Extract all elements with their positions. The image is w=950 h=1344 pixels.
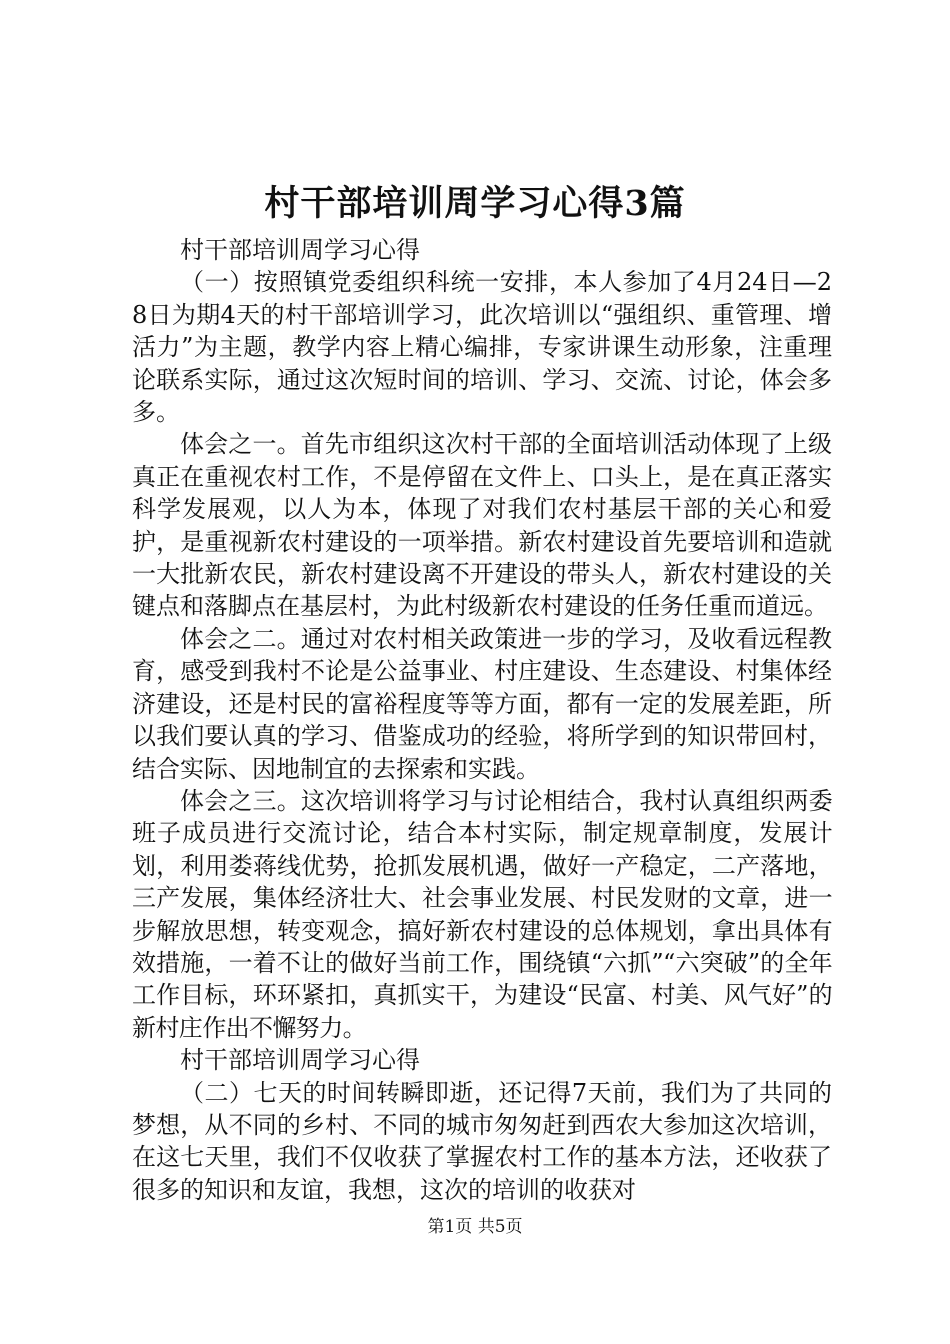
- page-footer: 第1页 共5页: [427, 1217, 523, 1237]
- document-body: [132, 234, 832, 1206]
- paragraph: 体会之三。这次培训将学习与讨论相结合，我村认真组织两委班子成员进行交流讨论，结合本村实际，制定规章制度，发展计划，利用娄蒋线优势，抢抓发展机遇，做好一产稳定，二产落地，三产发展，集体经济壮大、社会事业发展、村民发财的文章，进一步解放思想，转变观念，搞好新农村建设的总体规划，拿出具体有效措施，一着不让的做好当前工作，围绕镇“六抓”“六突破”的全年工作目标，环环紧扣，真抓实干，为建设“民富、村美、风气好”的新村庄作出不懈努力。: [132, 786, 832, 1042]
- paragraph: （一）按照镇党委组织科统一安排，本人参加了4月24日—28日为期4天的村干部培训学习，此次培训以“强组织、重管理、增活力”为主题，教学内容上精心编排，专家讲课生动形象，注重理论联系实际，通过这次短时间的培训、学习、交流、讨论，体会多多。: [132, 268, 832, 427]
- paragraph: 体会之一。首先市组织这次村干部的全面培训活动体现了上级真正在重视农村工作，不是停留在文件上、口头上，是在真正落实科学发展观，以人为本，体现了对我们农村基层干部的关心和爱护，是重视新农村建设的一项举措。新农村建设首先要培训和造就一大批新农民，新农村建设离不开建设的带头人，新农村建设的关键点和落脚点在基层村，为此村级新农村建设的任务任重而道远。: [132, 430, 832, 621]
- section-heading: 村干部培训周学习心得: [180, 236, 420, 264]
- section-heading: 村干部培训周学习心得: [180, 1046, 420, 1075]
- paragraph: 体会之二。通过对农村相关政策进一步的学习，及收看远程教育，感受到我村不论是公益事业、村庄建设、生态建设、村集体经济建设，还是村民的富裕程度等等方面，都有一定的发展差距，所以我们要认真的学习、借鉴成功的经验，将所学到的知识带回村，结合实际、因地制宜的去探索和实践。: [132, 624, 832, 783]
- paragraph: （二）七天的时间转瞬即逝，还记得7天前，我们为了共同的梦想，从不同的乡村、不同的城市匆匆赶到西农大参加这次培训，在这七天里，我们不仅收获了掌握农村工作的基本方法，还收获了很多的知识和友谊，我想，这次的培训的收获对: [132, 1078, 832, 1204]
- document-title: 村干部培训周学习心得3篇: [264, 183, 686, 224]
